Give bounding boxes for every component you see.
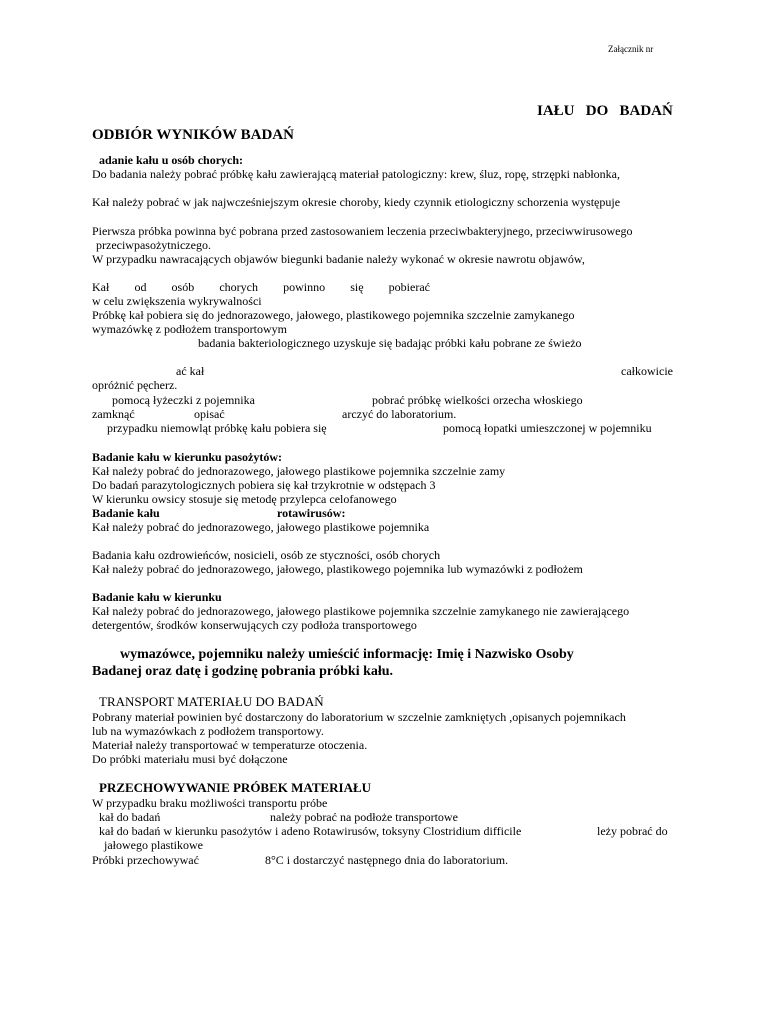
text-fragment: kał do badań w kierunku pasożytów i adeno Rotawirusów, toksyny Clostridium difficile <box>99 824 522 838</box>
text-fragment: kał do badań <box>99 810 161 824</box>
text-line: W przypadku nawracających objawów biegunki badanie należy wykonać w okresie nawrotu objawów, <box>92 252 585 266</box>
notice-line-1: wymazówce, pojemniku należy umieścić informację: Imię i Nazwisko Osoby <box>120 647 574 662</box>
text-line: przeciwpasożytniczego. <box>96 238 211 252</box>
text-line: Do próbki materiału musi być dołączone <box>92 752 288 766</box>
text-fragment: opisać <box>194 407 225 421</box>
section-storage-heading: PRZECHOWYWANIE PRÓBEK MATERIAŁU <box>99 780 372 795</box>
text-line: wymazówkę z podłożem transportowym <box>92 322 287 336</box>
section-sick-heading: adanie kału u osób chorych: <box>99 153 244 167</box>
text-fragment: leży pobrać do <box>597 824 668 838</box>
text-line: Pierwsza próbka powinna być pobrana przed zastosowaniem leczenia przeciwbakteryjnego, przeciwwirusowego <box>92 224 633 238</box>
section-rota-heading-b: rotawirusów: <box>277 506 346 520</box>
section-rota-heading-a: Badanie kału <box>92 506 160 520</box>
text-fragment: całkowicie <box>621 364 673 378</box>
text-fragment: pomocą łopatki umieszczonej w pojemniku <box>443 421 652 435</box>
title-fragment <box>537 102 673 120</box>
text-line: opróżnić pęcherz. <box>92 378 178 392</box>
section-parasites-heading: Badanie kału w kierunku pasożytów: <box>92 450 283 464</box>
justified-line <box>92 280 430 294</box>
text-fragment: ać kał <box>176 364 205 378</box>
text-line: Materiał należy transportować w temperaturze otoczenia. <box>92 738 368 752</box>
word: od <box>134 280 147 294</box>
text-line: lub na wymazówkach z podłożem transportowy. <box>92 724 324 738</box>
text-line: Kał należy pobrać w jak najwcześniejszym okresie choroby, kiedy czynnik etiologiczny schorzenia występuje <box>92 195 621 209</box>
text-line: Badania kału ozdrowieńców, nosicieli, osób ze styczności, osób chorych <box>92 548 441 562</box>
word: Kał <box>92 280 110 294</box>
annex-label: Załącznik nr <box>608 44 654 54</box>
word: się <box>350 280 364 294</box>
title-word-3: BADAŃ <box>619 103 673 119</box>
notice-line-2: Badanej oraz datę i godzinę pobrania próbki kału. <box>92 664 394 679</box>
text-line: Próbkę kał pobiera się do jednorazowego, jałowego, plastikowego pojemnika szczelnie zamykanego <box>92 308 575 322</box>
text-fragment: Próbki przechowywać <box>92 853 199 867</box>
text-line: Kał należy pobrać do jednorazowego, jałowego plastikowe pojemnika <box>92 520 430 534</box>
text-fragment: 8°C i dostarczyć następnego dnia do laboratorium. <box>265 853 509 867</box>
text-fragment: pobrać próbkę wielkości orzecha włoskiego <box>372 393 583 407</box>
section-direction-heading: Badanie kału w kierunku <box>92 590 222 604</box>
word: powinno <box>283 280 326 294</box>
text-line: Do badania należy pobrać próbkę kału zawierającą materiał patologiczny: krew, śluz, ropę, strzępki nabłonka, <box>92 167 620 181</box>
text-fragment: zamknąć <box>92 407 135 421</box>
text-line: jałowego plastikowe <box>104 838 203 852</box>
word: osób <box>171 280 195 294</box>
text-line: badania bakteriologicznego uzyskuje się badając próbki kału pobrane ze świeżo <box>198 336 582 350</box>
text-fragment: arczyć do laboratorium. <box>342 407 457 421</box>
text-fragment: przypadku niemowląt próbkę kału pobiera się <box>107 421 327 435</box>
text-fragment: należy pobrać na podłoże transportowe <box>270 810 458 824</box>
text-line: W przypadku braku możliwości transportu próbe <box>92 796 328 810</box>
text-line: Do badań parazytologicznych pobiera się kał trzykrotnie w odstępach 3 <box>92 478 436 492</box>
text-fragment: pomocą łyżeczki z pojemnika <box>112 393 255 407</box>
word: pobierać <box>388 280 430 294</box>
word: chorych <box>219 280 258 294</box>
section-transport-heading: TRANSPORT MATERIAŁU DO BADAŃ <box>99 694 324 709</box>
text-line: Kał należy pobrać do jednorazowego, jałowego plastikowe pojemnika szczelnie zamy <box>92 464 506 478</box>
text-line: Pobrany materiał powinien być dostarczony do laboratorium w szczelnie zamkniętych ,opisanych pojemnikach <box>92 710 626 724</box>
main-heading: ODBIÓR WYNIKÓW BADAŃ <box>92 127 294 143</box>
text-line: Kał należy pobrać do jednorazowego, jałowego plastikowe pojemnika szczelnie zamykanego nie zawierającego <box>92 604 630 618</box>
title-word-2: DO <box>585 103 609 119</box>
text-line: detergentów, środków konserwujących czy podłoża transportowego <box>92 618 417 632</box>
text-line: w celu zwiększenia wykrywalności <box>92 294 262 308</box>
title-word-1: IAŁU <box>537 103 575 119</box>
text-line: Kał należy pobrać do jednorazowego, jałowego, plastikowego pojemnika lub wymazówki z podłożem <box>92 562 583 576</box>
text-line: W kierunku owsicy stosuje się metodę przylepca celofanowego <box>92 492 397 506</box>
